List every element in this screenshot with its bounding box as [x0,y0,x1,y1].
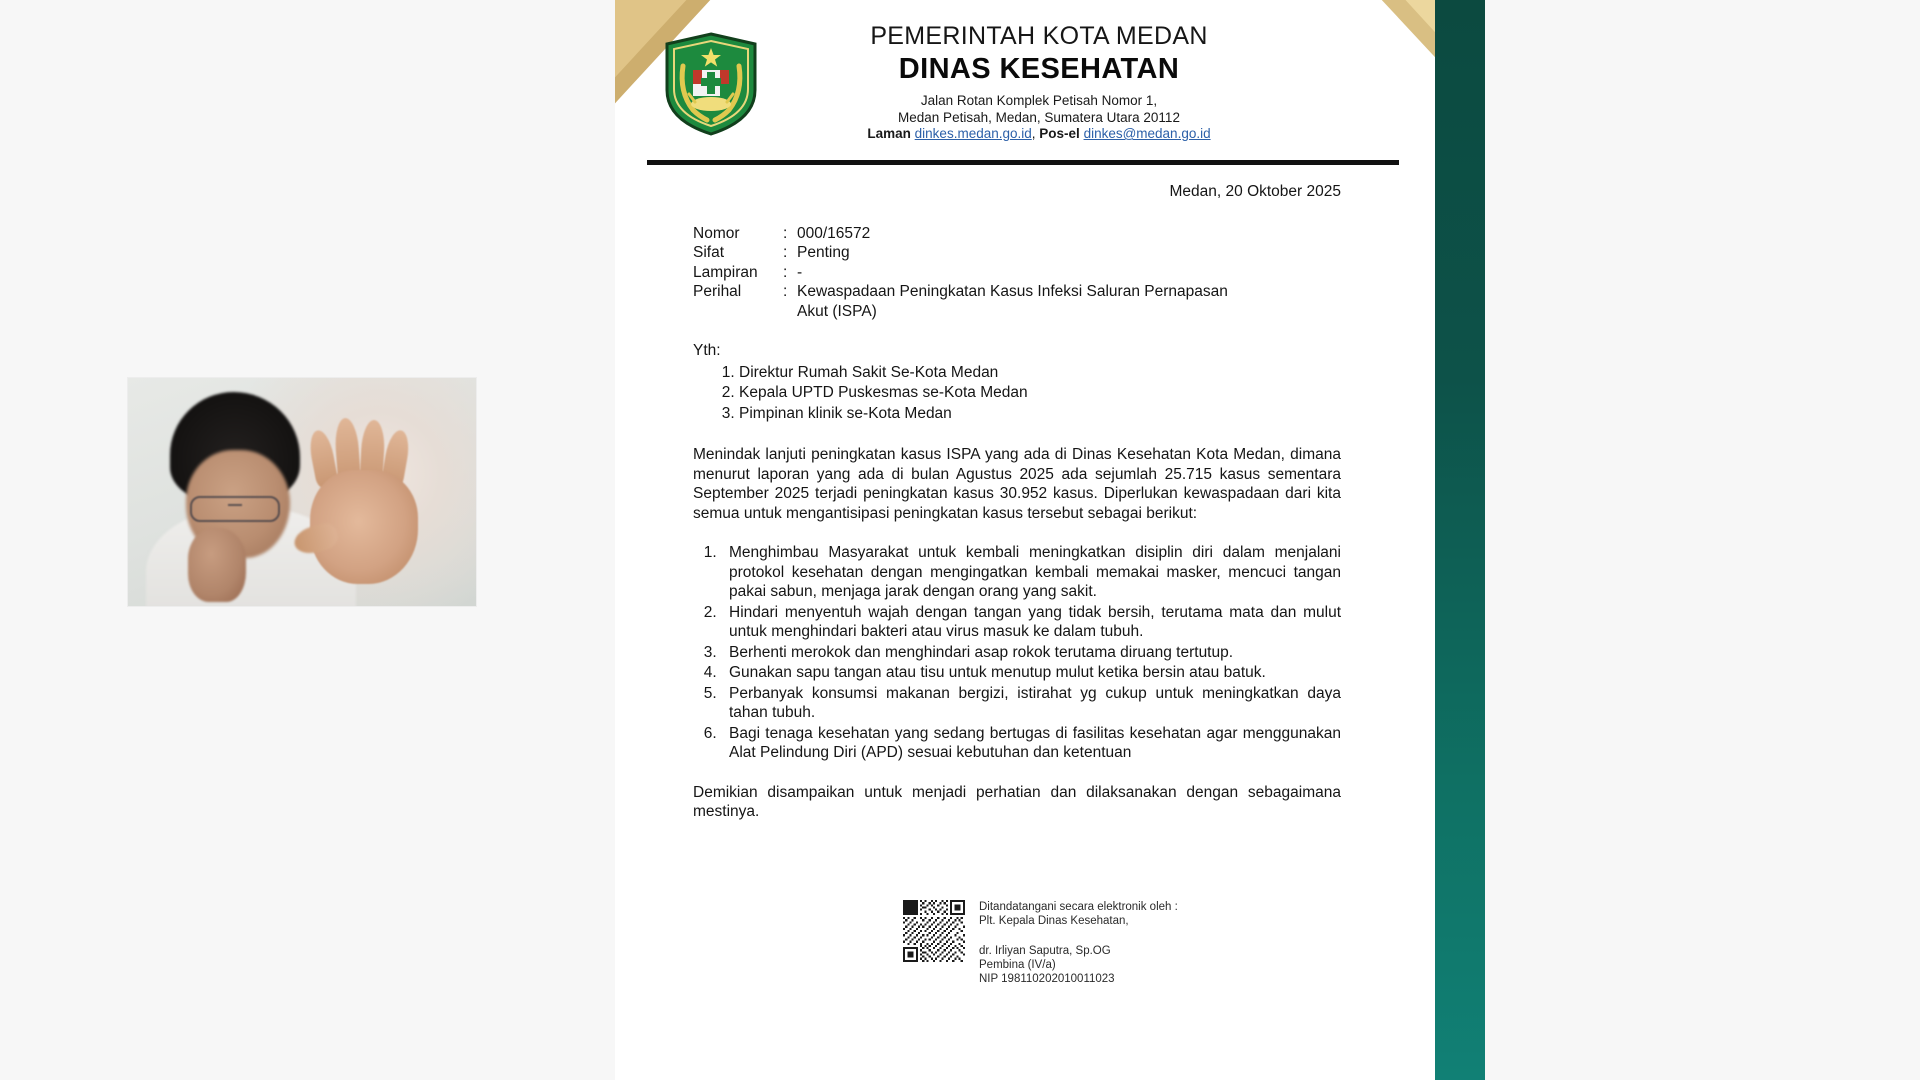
address-line-2: Medan Petisah, Medan, Sumatera Utara 20112 [898,109,1180,125]
list-item: 1. Direktur Rumah Sakit Se-Kota Medan [739,363,1341,383]
list-item: 3. Pimpinan klinik se-Kota Medan [739,404,1341,424]
signature-text [979,900,1178,986]
address-line-1: Jalan Rotan Komplek Petisah Nomor 1, [920,93,1158,108]
list-item: 5. Perbanyak konsumsi makanan bergizi, istirahat yg cukup untuk meningkatkan daya tahan tubuh. [721,684,1341,723]
signature-spacer [979,928,1178,944]
recommendation-list [693,543,1341,763]
meta-row-perihal [693,282,1341,302]
agency-title: DINAS KESEHATAN [898,53,1180,85]
contact-comma: , [1031,126,1036,141]
signature-block [903,900,1178,986]
meta-colon-nomor: : [783,224,788,242]
website-link[interactable]: dinkes.medan.go.id [914,126,1032,141]
meta-row-nomor [693,224,1341,244]
meta-row-lampiran [693,263,1341,283]
email-label: Pos-el [1039,126,1080,141]
medan-city-crest-icon [663,32,759,136]
meta-value-nomor: 000/16572 [797,224,871,242]
meta-label-perihal: Perihal [693,283,742,300]
meta-value-lampiran: - [797,263,803,281]
closing-paragraph: Demikian disampaikan untuk menjadi perhatian dan dilaksanakan dengan sebagaimana mestinya. [693,783,1341,820]
meta-colon-sifat: : [783,244,788,261]
qr-code-icon [903,900,965,962]
list-item: 2. Kepala UPTD Puskesmas se-Kota Medan [739,383,1341,403]
list-item: 4. Gunakan sapu tangan atau tisu untuk menutup mulut ketika bersin atau batuk. [721,663,1341,683]
list-item: 3. Berhenti merokok dan menghindari asap rokok terutama diruang tertutup. [721,643,1341,663]
meta-label-sifat: Sifat [693,244,725,261]
opening-paragraph: Menindak lanjuti peningkatan kasus ISPA yang ada di Dinas Kesehatan Kota Medan, dimana menurut laporan yang ada di bulan Agustus 2025 ada sejumlah 25.715 kasus sementara September 2025 terjadi peningkatan kasus 30.952 kasus. Diperlukan kewaspadaan dari kita semua untuk mengantisipasi peningkatan kasus tersebut sebagai berikut: [693,446,1341,522]
meta-row-sifat [693,243,1341,263]
letter-body [693,182,1341,842]
list-item: 6. Bagi tenaga kesehatan yang sedang bertugas di fasilitas kesehatan agar menggunakan Alat Pelindung Diri (APD) sesuai kebutuhan dan ketentuan [721,724,1341,763]
letterhead-divider [647,160,1399,165]
esign-line-2: Plt. Kepala Dinas Kesehatan, [979,915,1129,927]
recipient-list [693,363,1341,424]
signer-name: dr. Irliyan Saputra, Sp.OG [979,945,1111,957]
government-title: PEMERINTAH KOTA MEDAN [870,22,1208,50]
list-item: 1. Menghimbau Masyarakat untuk kembali meningkatkan disiplin diri dalam menjalani protokol kesehatan dengan mengingatkan kembali memakai masker, mencuci tangan pakai sabun, menjaga jarak dengan orang yang sakit. [721,543,1341,602]
email-link[interactable]: dinkes@medan.go.id [1083,126,1211,141]
meta-label-lampiran: Lampiran [693,263,758,281]
green-side-bar-decoration [1435,0,1485,1080]
photo-fist [188,528,246,602]
contact-line [673,126,1405,141]
website-label: Laman [867,126,911,141]
meta-colon-perihal: : [783,283,788,300]
meta-colon-lampiran: : [783,263,788,281]
letter-meta [693,224,1341,322]
letterhead [615,22,1405,141]
meta-label-nomor: Nomor [693,224,740,242]
signer-rank: Pembina (IV/a) [979,959,1056,971]
letter-page [615,0,1485,1080]
photo-glasses [190,496,280,522]
meta-value-perihal-continuation: Akut (ISPA) [797,302,877,320]
cough-photo [128,378,476,606]
list-item: 2. Hindari menyentuh wajah dengan tangan yang tidak bersih, terutama mata dan mulut untuk menghindari bakteri atau virus masuk ke dalam tubuh. [721,603,1341,642]
meta-value-perihal: Kewaspadaan Peningkatan Kasus Infeksi Saluran Pernapasan [797,283,1228,300]
esign-line-1: Ditandatangani secara elektronik oleh : [979,901,1178,913]
recipient-heading: Yth: [693,342,721,359]
signer-nip: NIP 198110202010011023 [979,973,1115,985]
meta-value-sifat: Penting [797,244,850,261]
letter-date: Medan, 20 Oktober 2025 [1169,183,1341,200]
